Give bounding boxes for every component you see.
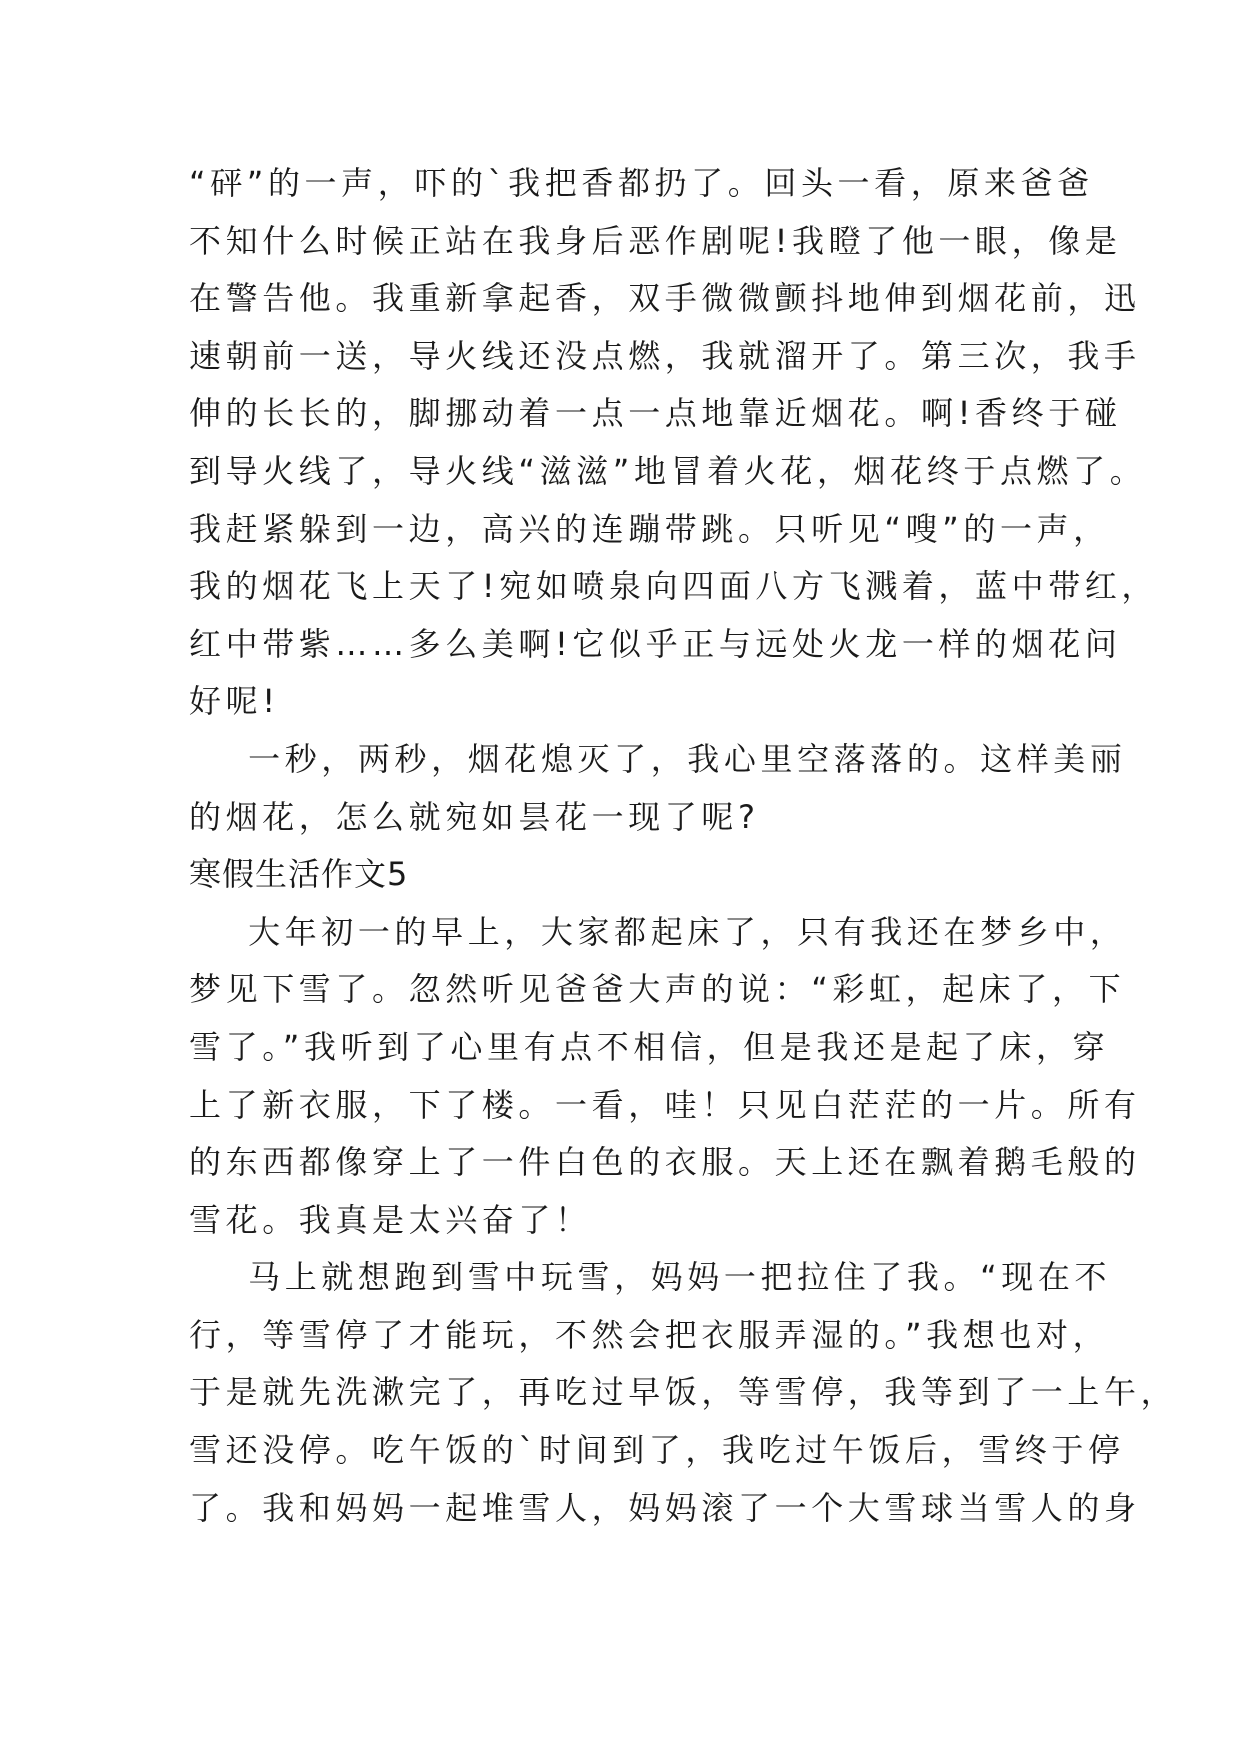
text-line: 在警告他。我重新拿起香，双手微微颤抖地伸到烟花前，迅 xyxy=(189,279,1141,318)
text-line: 马上就想跑到雪中玩雪，妈妈一把拉住了我。“现在不 xyxy=(189,1258,1112,1297)
text-line: 到导火线了，导火线“滋滋”地冒着火花，烟花终于点燃了。 xyxy=(189,451,1147,490)
essay-text xyxy=(189,155,1178,1537)
text-line: 雪还没停。吃午饭的`时间到了，我吃过午饭后，雪终于停 xyxy=(189,1431,1125,1470)
text-line: 了。我和妈妈一起堆雪人，妈妈滚了一个大雪球当雪人的身 xyxy=(189,1488,1141,1527)
text-line: 雪了。”我听到了心里有点不相信，但是我还是起了床，穿 xyxy=(189,1027,1110,1066)
text-line: 速朝前一送，导火线还没点燃，我就溜开了。第三次，我手 xyxy=(189,336,1141,375)
text-line: 的东西都像穿上了一件白色的衣服。天上还在飘着鹅毛般的 xyxy=(189,1143,1141,1182)
text-line: 雪花。我真是太兴奋了！ xyxy=(189,1200,592,1239)
text-line: 一秒，两秒，烟花熄灭了，我心里空落落的。这样美丽 xyxy=(189,739,1127,778)
text-line: 的烟花，怎么就宛如昙花一现了呢? xyxy=(189,797,760,836)
text-line: 伸的长长的，脚挪动着一点一点地靠近烟花。啊!香终于碰 xyxy=(189,394,1122,433)
text-line: 梦见下雪了。忽然听见爸爸大声的说：“彩虹，起床了，下 xyxy=(189,970,1126,1009)
text-line: 大年初一的早上，大家都起床了，只有我还在梦乡中， xyxy=(189,912,1127,951)
text-line: 我赶紧躲到一边，高兴的连蹦带跳。只听见“嗖”的一声， xyxy=(189,509,1110,548)
text-line: 好呢! xyxy=(189,682,280,721)
text-line: 于是就先洗漱完了，再吃过早饭，等雪停，我等到了一上午， xyxy=(189,1373,1178,1412)
text-line: 不知什么时候正站在我身后恶作剧呢!我瞪了他一眼，像是 xyxy=(189,221,1122,260)
text-line: 我的烟花飞上天了!宛如喷泉向四面八方飞溅着，蓝中带红， xyxy=(189,567,1159,606)
text-line: “砰”的一声，吓的`我把香都扔了。回头一看，原来爸爸 xyxy=(189,164,1094,202)
text-line: 上了新衣服，下了楼。一看，哇！只见白茫茫的一片。所有 xyxy=(189,1085,1141,1124)
text-line: 行，等雪停了才能玩，不然会把衣服弄湿的。”我想也对， xyxy=(189,1315,1110,1354)
text-line: 红中带紫……多么美啊!它似乎正与远处火龙一样的烟花问 xyxy=(189,624,1122,663)
section-heading: 寒假生活作文5 xyxy=(189,855,409,894)
